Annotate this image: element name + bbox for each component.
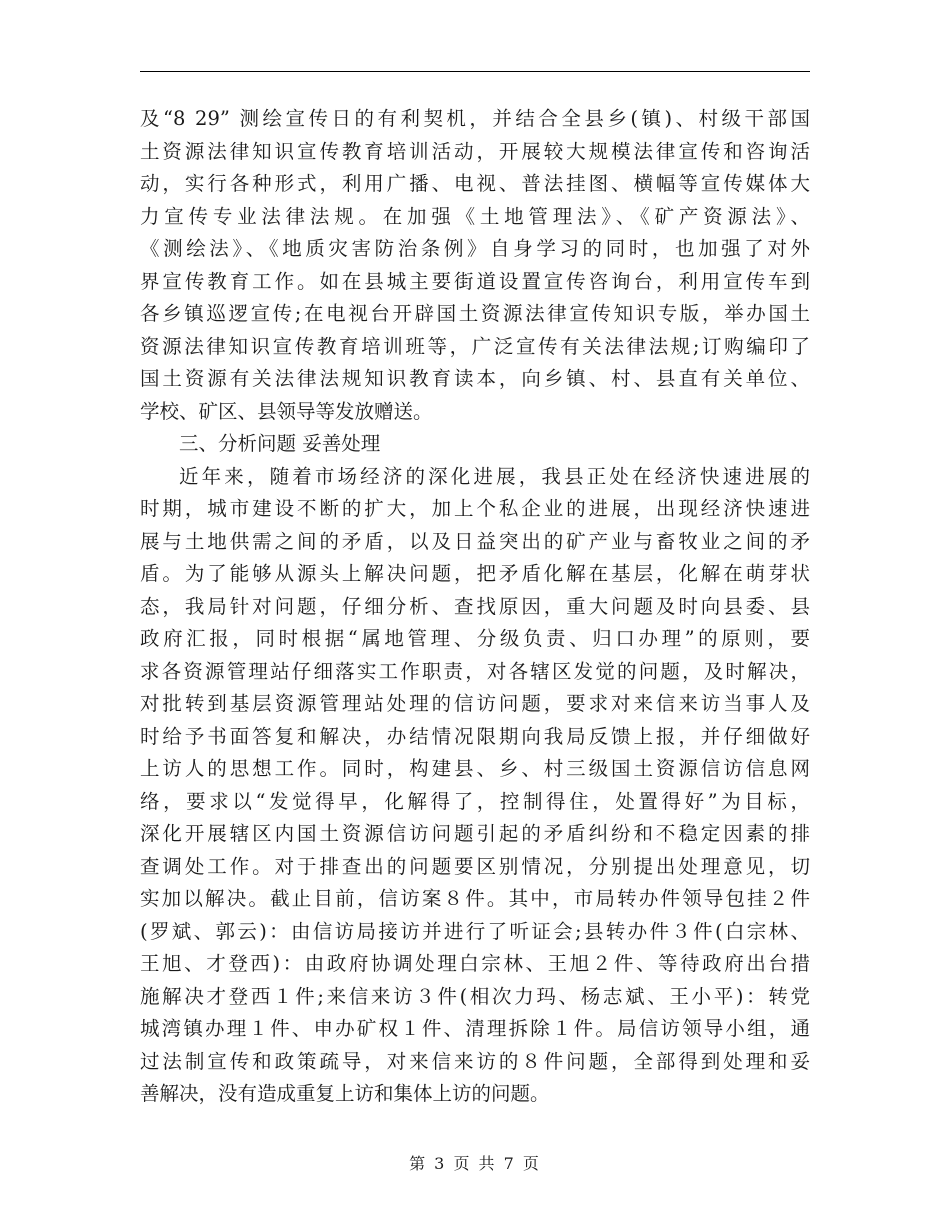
text-line: 动，实行各种形式，利用广播、电视、普法挂图、横幅等宣传媒体大 bbox=[140, 172, 810, 195]
header-rule bbox=[140, 71, 810, 72]
text-line: 态，我局针对问题，仔细分析、查找原因，重大问题及时向县委、县 bbox=[140, 594, 810, 618]
text-line: 展与土地供需之间的矛盾，以及日益突出的矿产业与畜牧业之间的矛 bbox=[140, 529, 810, 553]
text-line: 《测绘法》、《地质灾害防治条例》自身学习的同时，也加强了对外 bbox=[140, 237, 810, 260]
text-line: 国土资源有关法律法规知识教育读本，向乡镇、村、县直有关单位、 bbox=[140, 367, 810, 390]
document-body bbox=[140, 103, 810, 1111]
text-line: 善解决，没有造成重复上访和集体上访的问题。 bbox=[140, 1082, 550, 1105]
text-line: 近年来，随着市场经济的深化进展，我县正处在经济快速进展的 bbox=[179, 464, 810, 488]
text-line: 过法制宣传和政策疏导，对来信来访的８件问题，全部得到处理和妥 bbox=[140, 1049, 810, 1073]
text-line: 王旭、才登西)：由政府协调处理白宗林、王旭２件、等待政府出台措 bbox=[140, 952, 810, 975]
text-line: 资源法律知识宣传教育培训班等，广泛宣传有关法律法规;订购编印了 bbox=[140, 334, 810, 358]
text-line: 城湾镇办理１件、申办矿权１件、清理拆除１件。局信访领导小组，通 bbox=[140, 1017, 810, 1040]
paragraph-continuation bbox=[140, 103, 810, 428]
section-heading: 三、分析问题 妥善处理 bbox=[179, 432, 381, 455]
text-line: 土资源法律知识宣传教育培训活动，开展较大规模法律宣传和咨询活 bbox=[140, 139, 810, 163]
text-line: 学校、矿区、县领导等发放赠送。 bbox=[140, 399, 433, 423]
text-line: 盾。为了能够从源头上解决问题，把矛盾化解在基层，化解在萌芽状 bbox=[140, 562, 810, 585]
text-line: 及“8 29” 测绘宣传日的有利契机，并结合全县乡(镇)、村级干部国 bbox=[140, 107, 810, 130]
text-line: 络，要求以“发觉得早，化解得了，控制得住，处置得好”为目标， bbox=[140, 789, 810, 813]
text-line: (罗斌、郭云)：由信访局接访并进行了听证会;县转办件３件(白宗林、 bbox=[140, 919, 810, 943]
paragraph-body bbox=[140, 461, 810, 1111]
text-line: 求各资源管理站仔细落实工作职责，对各辖区发觉的问题，及时解决， bbox=[140, 659, 810, 683]
text-line: 上访人的思想工作。同时，构建县、乡、村三级国土资源信访信息网 bbox=[140, 757, 810, 780]
text-line: 时期，城市建设不断的扩大，加上个私企业的进展，出现经济快速进 bbox=[140, 497, 810, 520]
text-line: 时给予书面答复和解决，办结情况限期向我局反馈上报，并仔细做好 bbox=[140, 724, 810, 748]
text-line: 界宣传教育工作。如在县城主要街道设置宣传咨询台，利用宣传车到 bbox=[140, 269, 810, 293]
text-line: 对批转到基层资源管理站处理的信访问题，要求对来信来访当事人及 bbox=[140, 692, 810, 715]
text-line: 各乡镇巡逻宣传;在电视台开辟国土资源法律宣传知识专版，举办国土 bbox=[140, 302, 810, 325]
text-line: 深化开展辖区内国土资源信访问题引起的矛盾纠纷和不稳定因素的排 bbox=[140, 822, 810, 845]
text-line: 施解决才登西１件;来信来访３件(相次力玛、杨志斌、王小平)：转党 bbox=[140, 984, 810, 1008]
page-number-footer: 第 3 页 共 7 页 bbox=[409, 1154, 541, 1173]
text-line: 查调处工作。对于排查出的问题要区别情况，分别提出处理意见，切 bbox=[140, 854, 810, 878]
text-line: 政府汇报，同时根据“属地管理、分级负责、归口办理”的原则，要 bbox=[140, 627, 810, 650]
text-line: 力宣传专业法律法规。在加强《土地管理法》、《矿产资源法》、 bbox=[140, 204, 810, 228]
text-line: 实加以解决。截止目前，信访案８件。其中，市局转办件领导包挂２件 bbox=[140, 887, 810, 910]
